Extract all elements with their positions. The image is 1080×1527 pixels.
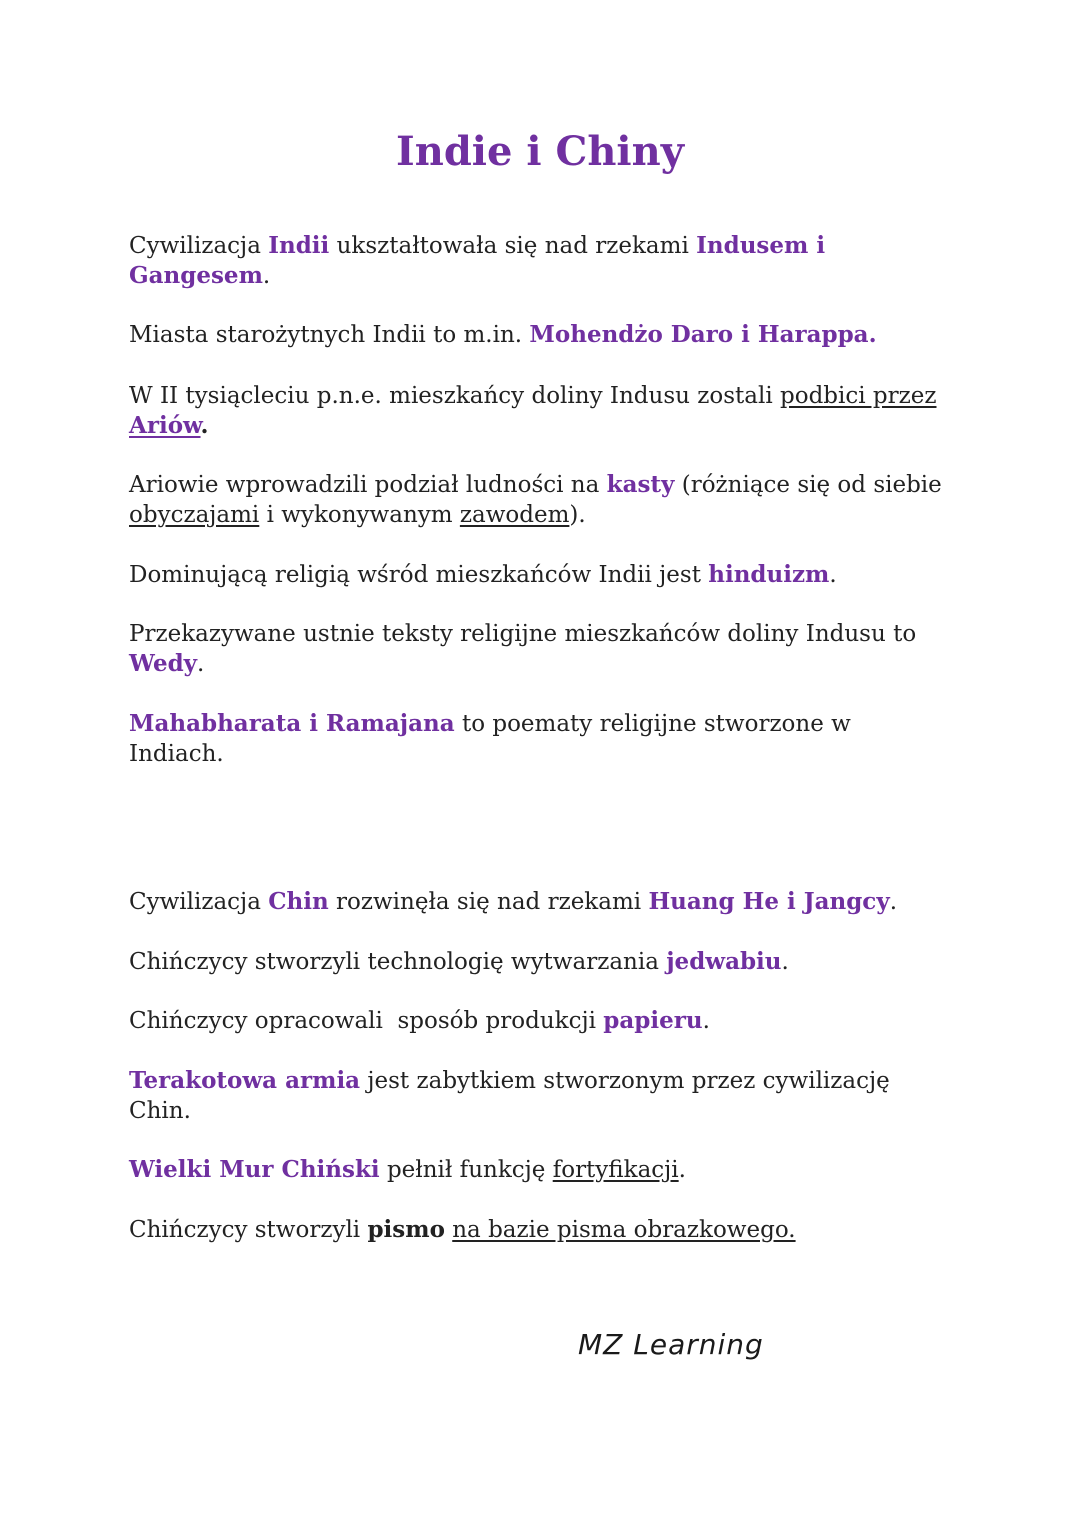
text: Chińczycy stworzyli technologię wytwarzania — [129, 949, 667, 975]
text: . — [702, 1008, 710, 1034]
text: . — [889, 889, 897, 915]
china-paragraph-great-wall — [129, 1155, 949, 1185]
text: . — [678, 1157, 686, 1183]
india-paragraph-cities — [129, 320, 949, 350]
china-paragraph-silk — [129, 947, 949, 977]
china-paragraph-paper — [129, 1006, 949, 1036]
text: jest zabytkiem stworzonym przez cywilizację Chin. — [129, 1068, 890, 1124]
india-paragraph-aryans — [129, 381, 949, 441]
china-paragraph-terracotta — [129, 1066, 949, 1126]
text: Przekazywane ustnie teksty religijne mieszkańców doliny Indusu to — [129, 621, 917, 647]
keyword: Wedy — [129, 650, 198, 677]
text: Dominującą religią wśród mieszkańców Indii jest — [129, 562, 709, 588]
underlined-text: obyczajami — [129, 502, 260, 528]
underlined-text: fortyfikacji — [552, 1157, 679, 1183]
underlined-text: podbici przez — [780, 383, 937, 409]
keyword: Wielki Mur Chiński — [129, 1156, 380, 1183]
keyword: Mahabharata i Ramajana — [129, 710, 455, 737]
text: Cywilizacja — [129, 889, 269, 915]
text: . — [781, 949, 789, 975]
text: . — [200, 412, 209, 439]
text: (różniące się od siebie — [674, 472, 942, 498]
text: W II tysiącleciu p.n.e. mieszkańcy doliny Indusu zostali — [129, 383, 780, 409]
keyword: Indii — [268, 232, 330, 259]
text: i wykonywanym — [259, 502, 460, 528]
keyword: hinduizm — [708, 561, 830, 588]
text: ). — [569, 502, 586, 528]
keyword: Huang He i Jangcy — [648, 888, 890, 915]
text: pełnił funkcję — [379, 1157, 553, 1183]
keyword: Indusem i Gangesem — [129, 232, 826, 289]
india-paragraph-epics — [129, 709, 949, 769]
signature: MZ Learning — [578, 1328, 764, 1361]
underlined-text: na bazie pisma obrazkowego. — [452, 1217, 796, 1243]
text: ukształtowała się nad rzekami — [329, 233, 697, 259]
keyword: pismo — [367, 1216, 445, 1243]
page-title: Indie i Chiny — [396, 128, 684, 175]
text: Chińczycy stworzyli — [129, 1217, 368, 1243]
china-paragraph-rivers — [129, 887, 949, 917]
india-paragraph-castes — [129, 470, 949, 530]
text: Ariowie wprowadzili podział ludności na — [129, 472, 607, 498]
underlined-text: zawodem — [459, 502, 570, 528]
china-paragraph-writing — [129, 1215, 949, 1245]
india-paragraph-religion — [129, 560, 949, 590]
text: Chińczycy opracowali sposób produkcji — [129, 1008, 604, 1034]
text: rozwinęła się nad rzekami — [328, 889, 649, 915]
text: Miasta starożytnych Indii to m.in. — [129, 322, 530, 348]
keyword: Chin — [268, 888, 329, 915]
india-paragraph-vedas — [129, 619, 949, 679]
keyword: kasty — [606, 471, 675, 498]
text: . — [262, 263, 271, 289]
keyword: papieru — [603, 1007, 703, 1034]
text: to poematy religijne stworzone w Indiach. — [129, 711, 851, 767]
text: Cywilizacja — [129, 233, 269, 259]
india-paragraph-rivers — [129, 231, 949, 291]
keyword: jedwabiu — [666, 948, 782, 975]
text: . — [197, 651, 205, 677]
keyword: Terakotowa armia — [129, 1067, 361, 1094]
keyword: Ariów — [129, 412, 201, 439]
text: . — [829, 562, 837, 588]
keyword: Mohendżo Daro i Harappa. — [529, 321, 877, 348]
